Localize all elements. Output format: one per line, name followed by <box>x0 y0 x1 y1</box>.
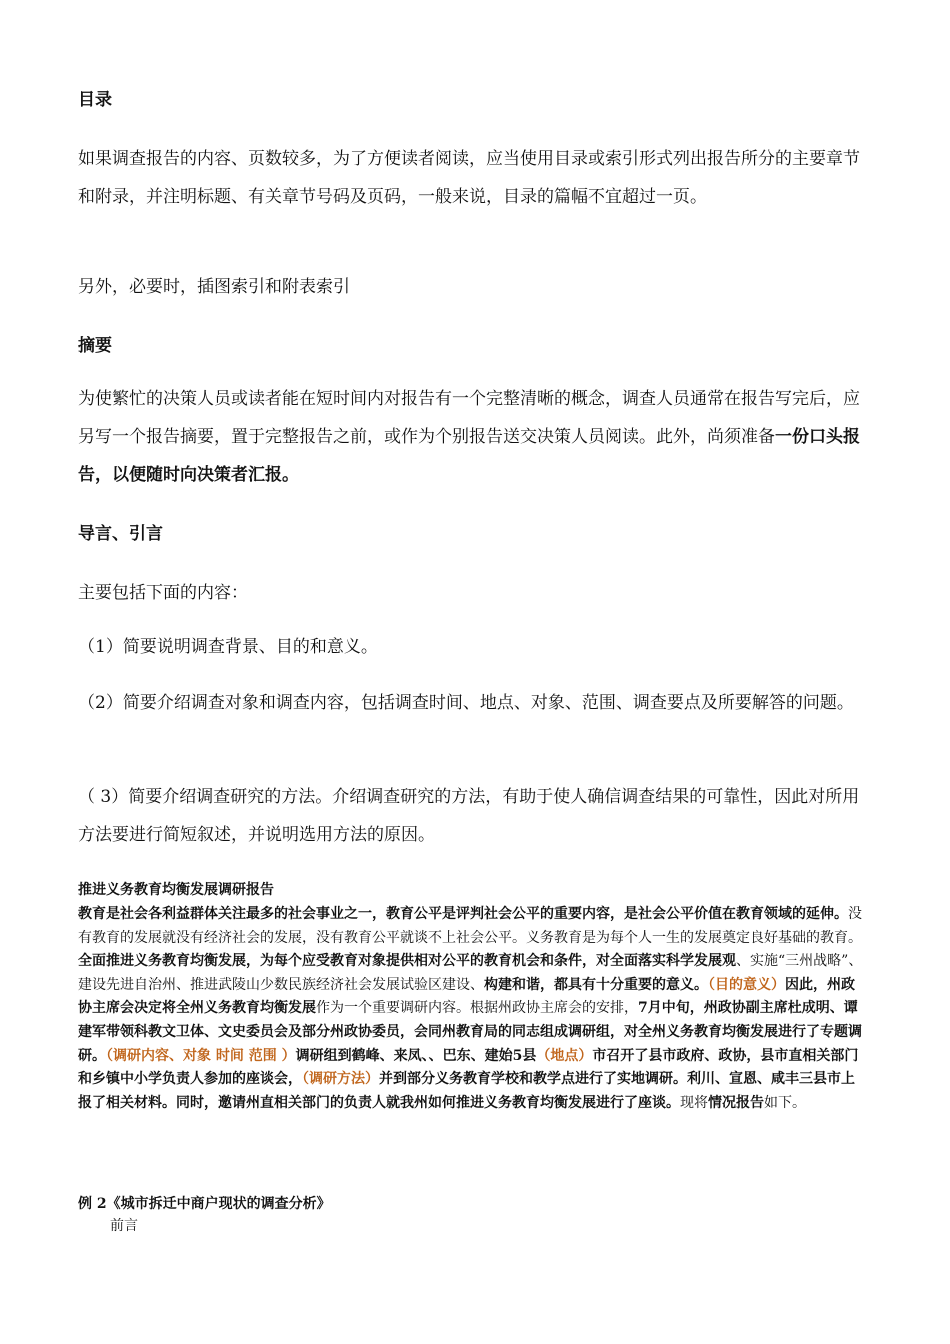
intro-item-2: （2）简要介绍调查对象和调查内容，包括调查时间、地点、对象、范围、调查要点及所要解答的问题。 <box>78 693 854 713</box>
ex1-s7: 因此，州政协主席会决定将全州义务教育均衡发展 <box>78 976 855 1017</box>
ex1-s18: 如下。 <box>764 1094 806 1111</box>
intro-item-3: （ 3）简要介绍调查研究的方法。介绍调查研究的方法，有助于使人确信调查结果的可靠性，因此对所用方法要进行简短叙述，并说明选用方法的原因。 <box>78 787 860 845</box>
ex1-s5: 构建和谐，都具有十分重要的意义。 <box>484 976 708 993</box>
ex1-s13: 市召开了县市政府、政协，县市直相关部门和乡镇中小学负责人参加的座谈会， <box>78 1047 859 1088</box>
ex1-location-tag: （地点） <box>536 1047 593 1064</box>
ex1-s2: 没有教育的发展就没有经济社会的发展，没有教育公平就谈不上社会公平。义务教育是为每个人一生的发展奠定良好基础的教育。 <box>78 906 862 946</box>
ex1-s17: 情况报告 <box>708 1094 764 1111</box>
example1-body <box>78 903 868 1115</box>
ex1-s15: 并到部分义务教育学校和教学点进行了实地调研。利川、宣恩、咸丰三县市上报了相关材料。同时，邀请州直相关部门的负责人就我州如何推进义务教育均衡发展进行了座谈。 <box>78 1071 855 1111</box>
intro-heading: 导言、引言 <box>78 524 163 544</box>
ex1-purpose-tag: （目的意义） <box>708 976 785 993</box>
example2-subtitle: 前言 <box>110 1218 138 1234</box>
ex1-scope-tag: （调研内容、对象 时间 范围 ） <box>106 1047 296 1064</box>
ex1-s1: 教育是社会各利益群体关注最多的社会事业之一，教育公平是评判社会公平的重要内容，是社会公平价值在教育领域的延伸。 <box>78 906 848 922</box>
ex1-method-tag: （调研方法） <box>302 1071 379 1088</box>
ex1-s4: 、实施“三州战略”、建设先进自治州、推进武陵山少数民族经济社会发展试验区建设、 <box>78 953 863 993</box>
ex1-s16: 现将 <box>680 1094 708 1111</box>
toc-note: 另外，必要时，插图索引和附表索引 <box>78 277 350 297</box>
summary-heading: 摘要 <box>78 336 112 356</box>
ex1-s8: 作为一个重要调研内容。根据州政协主席会的安排， <box>316 1000 638 1017</box>
toc-heading: 目录 <box>78 90 112 110</box>
example1-title: 推进义务教育均衡发展调研报告 <box>78 882 274 898</box>
ex1-s3: 全面推进义务教育均衡发展，为每个应受教育对象提供相对公平的教育机会和条件，对全面落实科学发展观 <box>78 953 736 970</box>
ex1-s9: 7月中旬，州政协副主席杜成明、谭建军带领科教文卫体、文史委员会及部分州政协委员，会同州教育局的同志组成调研组，对全州义务教育均衡发展进行了专题调研。 <box>78 1000 862 1064</box>
toc-paragraph: 如果调查报告的内容、页数较多，为了方便读者阅读，应当使用目录或索引形式列出报告所分的主要章节和附录，并注明标题、有关章节号码及页码，一般来说，目录的篇幅不宜超过一页。 <box>78 149 860 207</box>
example2-title: 例 2《城市拆迁中商户现状的调查分析》 <box>78 1196 331 1212</box>
summary-paragraph <box>78 380 868 494</box>
summary-text: 为使繁忙的决策人员或读者能在短时间内对报告有一个完整清晰的概念，调查人员通常在报告写完后，应另写一个报告摘要，置于完整报告之前，或作为个别报告送交决策人员阅读。此外，尚须准备 <box>78 389 860 447</box>
ex1-s11: 调研组到鹤峰、来凤、、巴东、建始5县 <box>295 1047 537 1064</box>
intro-lead: 主要包括下面的内容： <box>78 583 248 603</box>
intro-item-1: （1）简要说明调查背景、目的和意义。 <box>78 637 378 657</box>
summary-bold-text: 一份口头报告，以便随时向决策者汇报。 <box>78 427 860 485</box>
